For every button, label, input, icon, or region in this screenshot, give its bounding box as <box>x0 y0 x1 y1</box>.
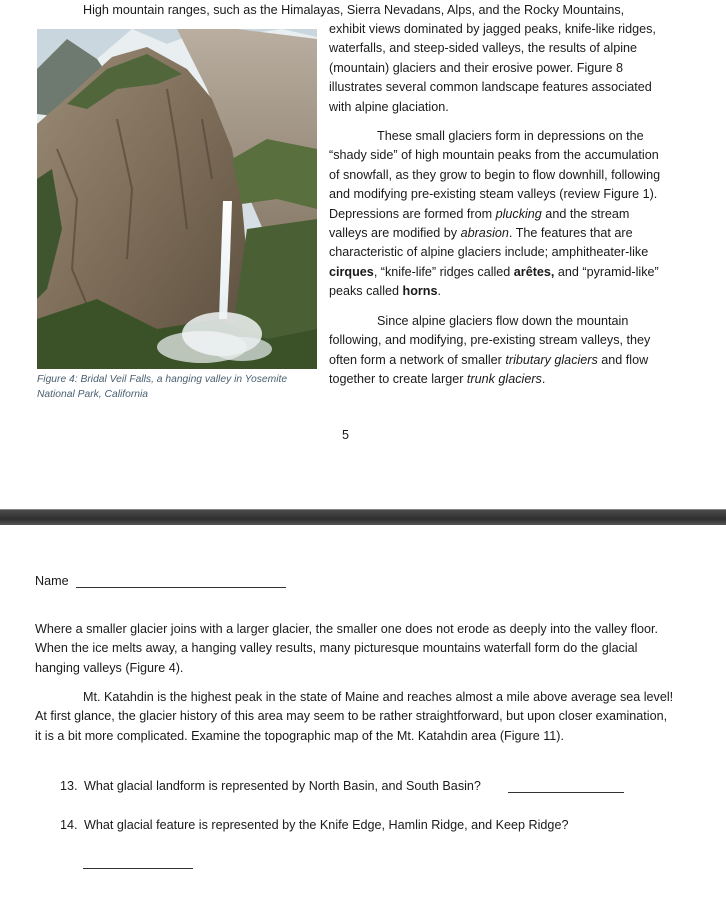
flow-paragraph: Since alpine glaciers flow down the mountain following, and modifying, pre-existing stream valleys, they often form a network of smaller tributary glaciers and flow together to create larger trunk glaciers. <box>329 313 651 386</box>
name-label: Name <box>35 574 69 588</box>
question-13-answer-line[interactable] <box>508 792 624 793</box>
question-number: 14. <box>60 818 78 832</box>
hanging-valley-paragraph: Where a smaller glacier joins with a larger glacier, the smaller one does not erode as deeply into the valley floor. When the ice melts away, a hanging valley results, many picturesque mountains waterfall form do the glacial hanging valleys (Figure 4). <box>35 622 659 675</box>
question-text: What glacial feature is represented by the Knife Edge, Hamlin Ridge, and Keep Ridge? <box>84 818 569 832</box>
intro-line: High mountain ranges, such as the Himalayas, Sierra Nevadans, Alps, and the Rocky Mountains, <box>83 3 625 17</box>
question-text: What glacial landform is represented by North Basin, and South Basin? <box>84 779 481 793</box>
question-14-answer-line[interactable] <box>83 868 193 869</box>
page-divider <box>0 509 726 525</box>
question-13 <box>60 777 700 796</box>
katahdin-paragraph: Mt. Katahdin is the highest peak in the state of Maine and reaches almost a mile above average sea level! At first glance, the glacier history of this area may seem to be rather straightforward, but upon closer examination, it is a bit more complicated. Examine the topographic map of the Mt. Katahdin area (Figure 11). <box>35 690 674 743</box>
question-number: 13. <box>60 779 78 793</box>
bridal-veil-falls-photo <box>37 29 317 369</box>
name-answer-line[interactable] <box>76 587 286 588</box>
question-14 <box>60 816 700 835</box>
formation-paragraph: These small glaciers form in depressions on the “shady side” of high mountain peaks from the accumulation of snowfall, as they grow to begin to flow downhill, following and modifying pre-existing steam valleys (review Figure 1). Depressions are formed from plucking and the stream valleys are modified by abrasion. The features that are characteristic of alpine glaciers include; amphitheater-like cirques, “knife-life” ridges called arêtes, and “pyramid-like” peaks called horns. <box>329 129 661 299</box>
page-number: 5 <box>342 428 350 442</box>
intro-paragraph: exhibit views dominated by jagged peaks, knife-like ridges, waterfalls, and steep-sided valleys, the results of alpine (mountain) glaciers and their erosive power. Figure 8 illustrates several common landscape features associated with alpine glaciation. <box>329 22 656 114</box>
figure-caption: Figure 4: Bridal Veil Falls, a hanging valley in Yosemite National Park, California <box>37 374 288 400</box>
right-column-text <box>329 20 669 389</box>
